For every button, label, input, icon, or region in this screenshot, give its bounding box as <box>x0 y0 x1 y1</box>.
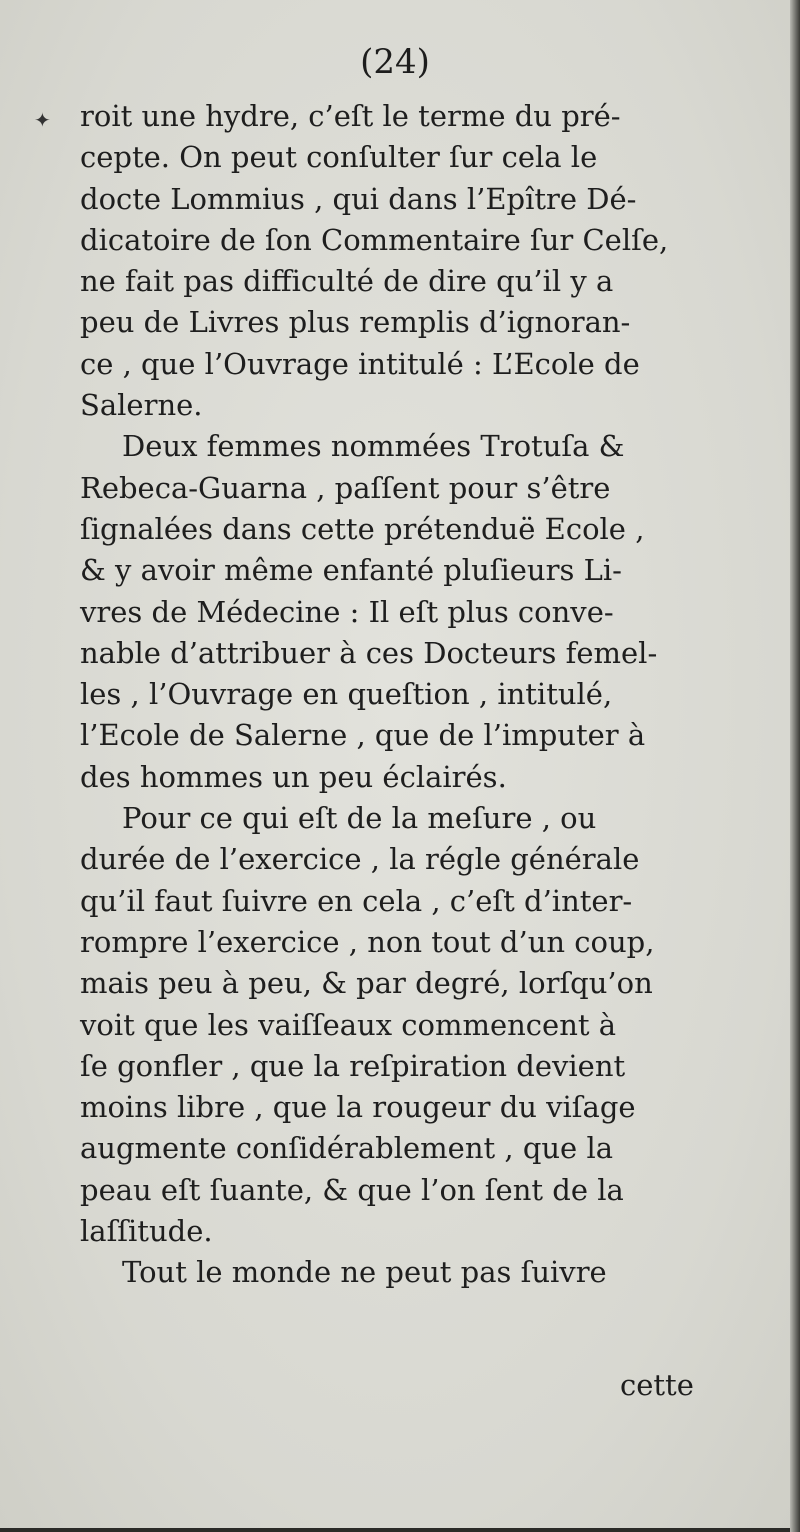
text-line: augmente conſidérablement , que la <box>80 1131 614 1166</box>
text-line: moins libre , que la rougeur du viſage <box>80 1090 636 1125</box>
text-line: & y avoir même enfanté pluſieurs Li- <box>80 553 622 588</box>
text-line: Rebeca-Guarna , paſſent pour s’être <box>80 470 611 505</box>
text-line: mais peu à peu, & par degré, lorſqu’on <box>80 966 653 1001</box>
text-line: les , l’Ouvrage en queſtion , intitulé, <box>80 677 613 712</box>
text-line: docte Lommius , qui dans l’Epître Dé- <box>80 181 637 216</box>
text-line: des hommes un peu éclairés. <box>80 759 507 794</box>
text-line: vres de Médecine : Il eſt plus conve- <box>80 594 614 629</box>
text-line: peau eſt ſuante, & que l’on ſent de la <box>80 1172 624 1207</box>
text-line: roit une hydre, c’eſt le terme du pré- <box>80 99 621 133</box>
text-line: nable d’attribuer à ces Docteurs femel- <box>80 635 658 670</box>
text-line: cepte. On peut conſulter ſur cela le <box>80 140 598 175</box>
text-line: ſignalées dans cette prétenduë Ecole , <box>80 511 645 546</box>
body-text <box>80 96 730 1294</box>
text-line: laſſitude. <box>80 1214 213 1249</box>
text-line: peu de Livres plus remplis d’ignoran- <box>80 305 631 340</box>
page-number: (24) <box>360 42 430 82</box>
text-line: ſe gonfler , que la reſpiration devient <box>80 1048 626 1083</box>
text-line: dicatoire de ſon Commentaire ſur Celſe, <box>80 222 669 257</box>
margin-mark-icon: ✦ <box>34 108 51 132</box>
text-line: Tout le monde ne peut pas ſuivre <box>122 1255 607 1290</box>
text-line: qu’il faut ſuivre en cela , c’eſt d’inter- <box>80 883 633 918</box>
text-line: voit que les vaiſſeaux commencent à <box>80 1007 617 1042</box>
text-line: rompre l’exercice , non tout d’un coup, <box>80 924 655 959</box>
page-edge <box>790 0 800 1532</box>
text-line: Deux femmes nommées Trotuſa & <box>122 429 625 464</box>
text-line: durée de l’exercice , la régle générale <box>80 842 640 877</box>
text-line: ce , que l’Ouvrage intitulé : L’Ecole de <box>80 346 640 381</box>
text-line: l’Ecole de Salerne , que de l’imputer à <box>80 718 646 753</box>
text-line: ne fait pas difficulté de dire qu’il y a <box>80 264 614 299</box>
catchword: cette <box>620 1368 694 1402</box>
text-line: Pour ce qui eſt de la meſure , ou <box>122 801 597 836</box>
text-line: Salerne. <box>80 388 203 423</box>
